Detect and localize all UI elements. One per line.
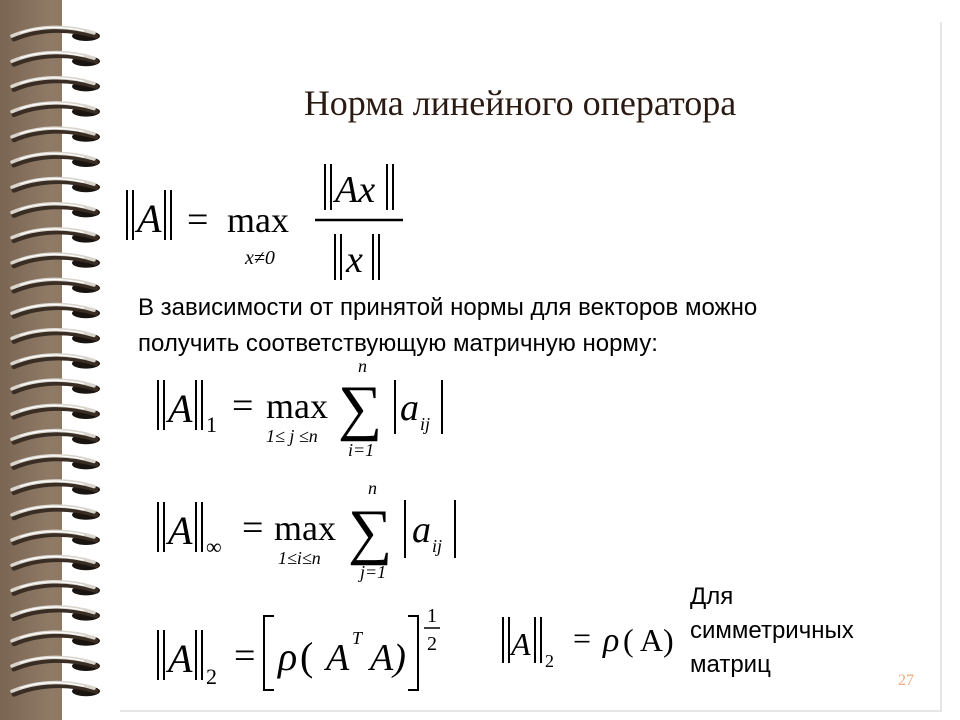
max-subscript: x≠0 xyxy=(245,247,275,269)
sum-lower-limit: j=1 xyxy=(360,562,387,582)
exponent-denominator: 2 xyxy=(427,633,437,655)
norm-1-formula xyxy=(150,352,470,462)
coil-icon xyxy=(12,27,100,41)
exponent-numerator: 1 xyxy=(427,605,437,627)
matrix-element: a xyxy=(400,387,419,429)
coil-icon xyxy=(12,531,100,545)
spectral-radius-symbol: ρ xyxy=(603,622,620,659)
coil-icon xyxy=(12,254,100,268)
matrix-a: A xyxy=(326,637,350,679)
coil-icon xyxy=(12,330,100,344)
coil-icon xyxy=(12,153,100,167)
coil-icon xyxy=(12,557,100,571)
coil-icon xyxy=(12,380,100,394)
coil-icon xyxy=(12,128,100,142)
sum-icon: ∑ xyxy=(338,374,383,442)
coil-icon xyxy=(12,456,100,470)
coil-icon xyxy=(12,355,100,369)
norm-inf-formula xyxy=(150,472,480,587)
coil-icon xyxy=(12,405,100,419)
norm-operand: A xyxy=(168,508,193,553)
sum-lower-limit: i=1 xyxy=(348,440,375,460)
symmetric-note xyxy=(690,580,910,682)
open-paren: ( xyxy=(300,634,314,679)
coil-icon xyxy=(12,632,100,646)
note-line-1: Для xyxy=(690,583,734,610)
element-index: ij xyxy=(420,414,431,434)
max-subscript: 1≤i≤n xyxy=(278,548,321,568)
coil-icon xyxy=(12,204,100,218)
coil-icon xyxy=(12,179,100,193)
transpose-superscript: T xyxy=(352,628,363,648)
norm-index: ∞ xyxy=(206,534,222,559)
sum-icon: ∑ xyxy=(348,498,393,566)
norm-index: 1 xyxy=(206,412,217,437)
norm-index: 2 xyxy=(545,651,554,671)
equals-sign: = xyxy=(232,385,254,427)
fraction-denominator: x xyxy=(346,239,363,281)
coil-icon xyxy=(12,229,100,243)
coil-icon xyxy=(12,481,100,495)
coil-icon xyxy=(12,506,100,520)
coil-icon xyxy=(12,683,100,697)
element-index: ij xyxy=(432,536,443,556)
sum-upper-limit: n xyxy=(358,356,367,376)
fraction-numerator: Ax xyxy=(335,169,376,211)
norm-operand: A xyxy=(168,386,193,431)
max-subscript: 1≤ j ≤n xyxy=(266,426,318,446)
equals-sign: = xyxy=(242,507,264,549)
coil-icon xyxy=(12,53,100,67)
slide-title: Норма линейного оператора xyxy=(303,83,737,123)
equals-sign: = xyxy=(573,620,592,656)
matrix-a-paren: A) xyxy=(370,637,406,679)
coil-icon xyxy=(12,607,100,621)
norm-index: 2 xyxy=(206,664,217,689)
max-operator: max xyxy=(227,200,289,240)
spiral-binding-icon xyxy=(0,0,125,720)
norm-operand: A xyxy=(168,636,193,681)
coil-icon xyxy=(12,305,100,319)
max-operator: max xyxy=(266,386,328,426)
coil-icon xyxy=(12,279,100,293)
page-number: 27 xyxy=(898,672,914,689)
note-line-2: симметричных xyxy=(690,617,854,644)
matrix-element: a xyxy=(412,509,431,551)
sum-upper-limit: n xyxy=(368,478,377,498)
max-operator: max xyxy=(274,508,336,548)
rho-argument: ( A) xyxy=(623,622,674,658)
operator-norm-formula xyxy=(115,150,415,290)
coil-icon xyxy=(12,582,100,596)
coil-icon xyxy=(12,103,100,117)
coil-icon xyxy=(12,78,100,92)
norm-operand: A xyxy=(137,196,162,241)
note-line-3: матриц xyxy=(690,651,771,678)
symmetric-norm-formula xyxy=(495,605,695,675)
coil-icon xyxy=(12,431,100,445)
norm-2-formula xyxy=(150,598,460,703)
equals-sign: = xyxy=(187,199,209,241)
equals-sign: = xyxy=(234,635,256,677)
spectral-radius-symbol: ρ xyxy=(278,634,298,679)
norm-operand: A xyxy=(511,626,531,662)
coil-icon xyxy=(12,657,100,671)
paragraph-line-2: получить соответствующую матричную норму: xyxy=(138,330,658,357)
paragraph-line-1: В зависимости от принятой нормы для векторов можно xyxy=(138,294,758,321)
